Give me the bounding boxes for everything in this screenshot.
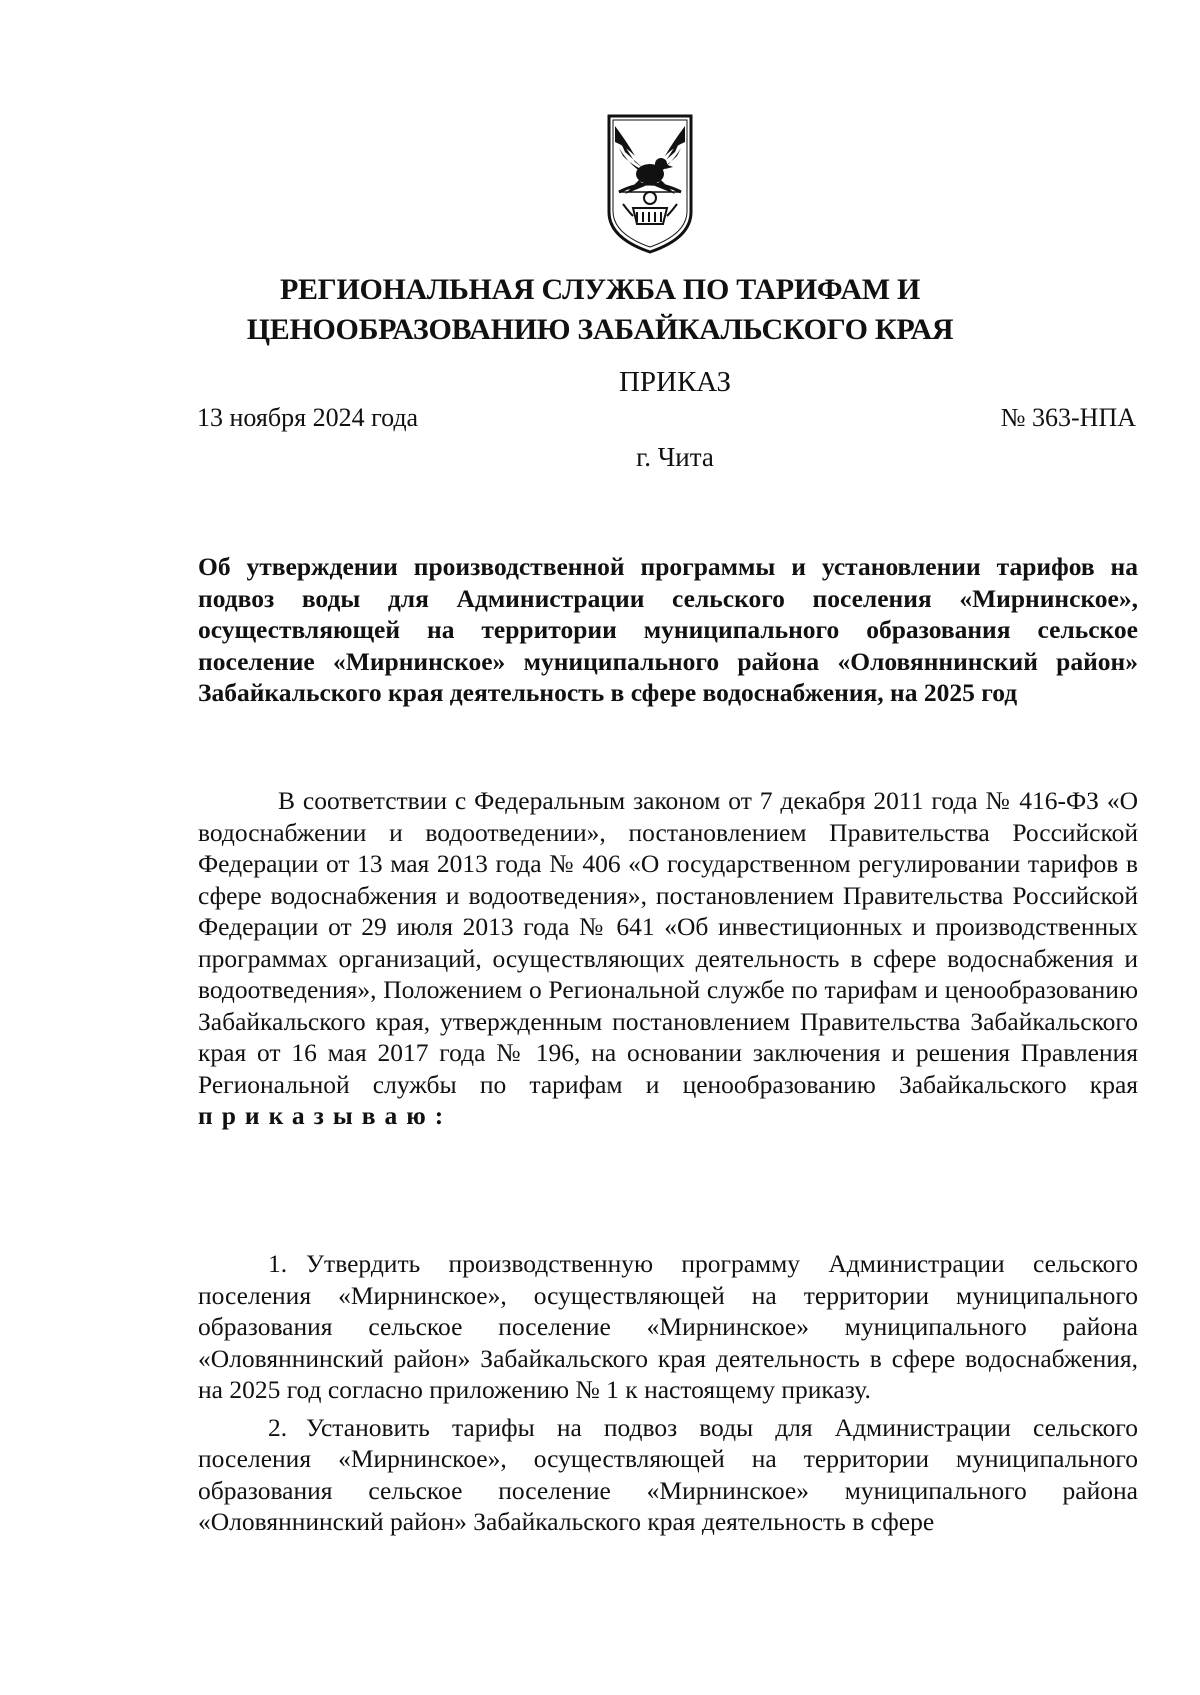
order-item-number: 2.	[268, 1412, 288, 1442]
preamble-paragraph	[198, 785, 1138, 1132]
organization-title-line2: ЦЕНООБРАЗОВАНИЮ ЗАБАЙКАЛЬСКОГО КРАЯ	[246, 313, 954, 346]
command-word: приказываю:	[198, 1101, 453, 1130]
organization-title-line1: РЕГИОНАЛЬНАЯ СЛУЖБА ПО ТАРИФАМ И	[279, 273, 921, 306]
preamble	[198, 785, 1138, 1132]
order-item	[198, 1412, 1138, 1538]
order-item	[198, 1248, 1138, 1406]
preamble-text: В соответствии с Федеральным законом от 7 декабря 2011 года № 416-ФЗ «О водоснабжении и водоотведении», постановлением Правительства Российской Федерации от 13 мая 2013 года № 406 «О государственном регулировании тарифов в сфере водоснабжения и водоотведения», постановлением Правительства Российской Федерации от 29 июля 2013 года № 641 «Об инвестиционных и производственных программах организаций, осуществляющих деятельность в сфере водоснабжения и водоотведения», Положением о Региональной службе по тарифам и ценообразованию Забайкальского края, утвержденным постановлением Правительства Забайкальского края от 16 мая 2017 года № 196, на основании заключения и решения Правления Региональной службы по тарифам и ценообразованию Забайкальского края	[198, 786, 1138, 1099]
order-subject: Об утверждении производственной программы и установлении тарифов на подвоз воды для Администрации сельского поселения «Мирнинское», осуществляющей на территории муниципального образования сельское поселение «Мирнинское» муниципального района «Оловяннинский район» Забайкальского края деятельность в сфере водоснабжения, на 2025 год	[198, 552, 1138, 707]
order-item-number: 1.	[268, 1249, 288, 1278]
order-items	[198, 1248, 1138, 1544]
coat-of-arms-icon	[605, 112, 695, 257]
order-item-text: Установить тарифы на подвоз воды для Администрации сельского поселения «Мирнинское», осуществляющей на территории муниципального образования сельское поселение «Мирнинское» муниципального района «Оловяннинский район» Забайкальского края деятельность в сфере	[198, 1412, 1138, 1536]
order-number: № 363-НПА	[1000, 403, 1136, 432]
order-item-text: Утвердить производственную программу Администрации сельского поселения «Мирнинское», осуществляющей на территории муниципального образования сельское поселение «Мирнинское» муниципального района «Оловяннинский район» Забайкальского края деятельность в сфере водоснабжения, на 2025 год согласно приложению № 1 к настоящему приказу.	[198, 1249, 1138, 1404]
order-heading: ПРИКАЗ	[618, 366, 732, 398]
order-city: г. Чита	[636, 442, 714, 472]
organization-title	[150, 270, 1050, 350]
order-date: 13 ноября 2024 года	[197, 403, 419, 432]
